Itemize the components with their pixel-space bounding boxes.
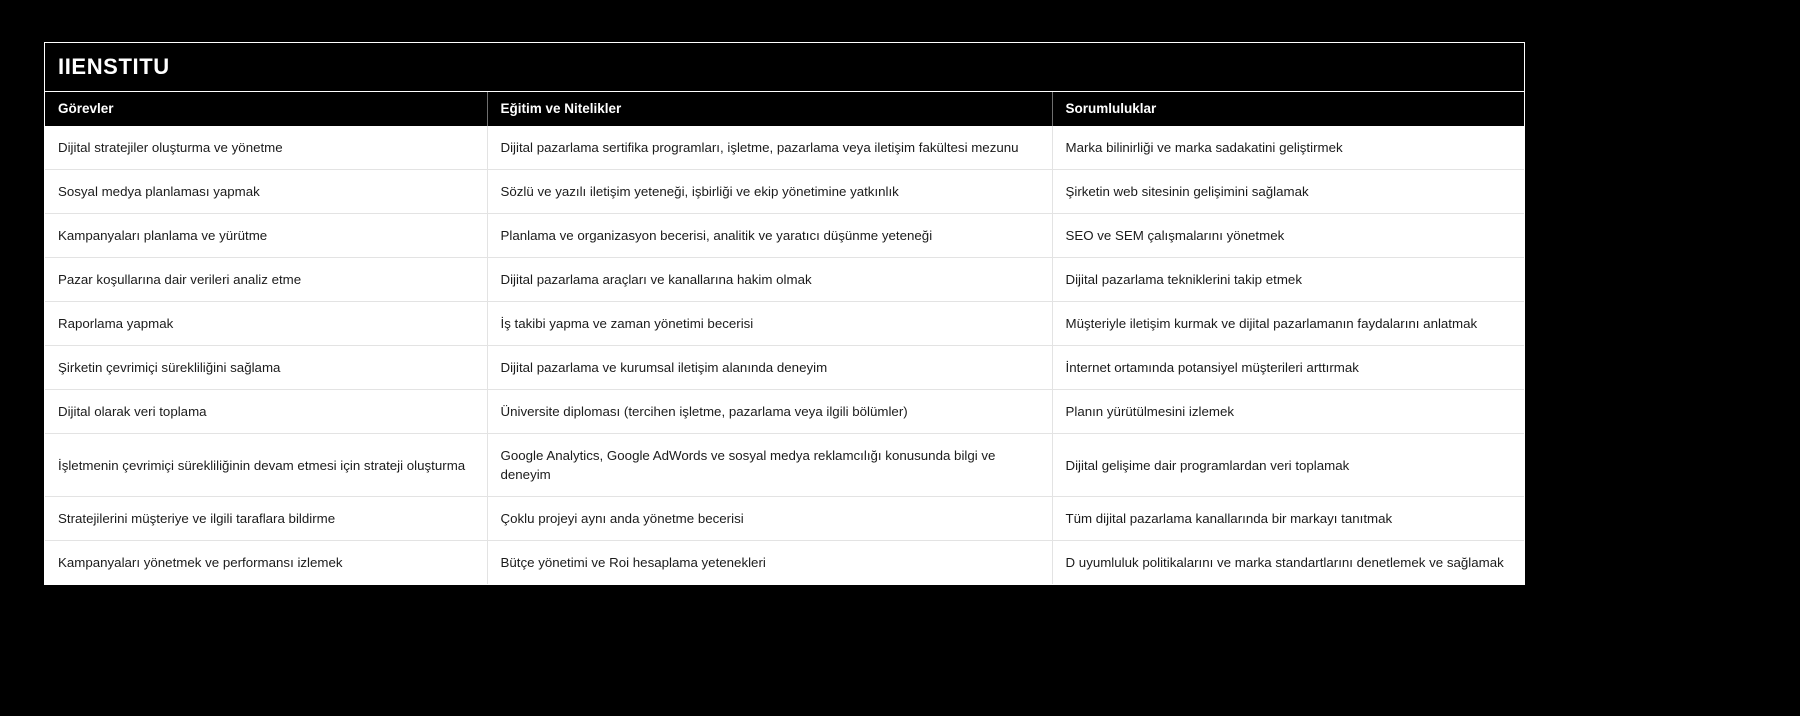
cell-sorumluluk: Dijital gelişime dair programlardan veri toplamak [1052,434,1524,497]
cell-gorev: Stratejilerini müşteriye ve ilgili taraflara bildirme [45,497,487,541]
cell-gorev: Kampanyaları yönetmek ve performansı izlemek [45,541,487,585]
cell-sorumluluk: Dijital pazarlama tekniklerini takip etmek [1052,258,1524,302]
table-body [45,126,1524,584]
brand-bar [45,43,1524,92]
table-row [45,214,1524,258]
table-row [45,346,1524,390]
column-header-gorevler: Görevler [45,92,487,126]
cell-gorev: Dijital stratejiler oluşturma ve yönetme [45,126,487,170]
cell-sorumluluk: Şirketin web sitesinin gelişimini sağlamak [1052,170,1524,214]
table-row [45,541,1524,585]
cell-egitim: İş takibi yapma ve zaman yönetimi becerisi [487,302,1052,346]
cell-sorumluluk: Planın yürütülmesini izlemek [1052,390,1524,434]
table-row [45,434,1524,497]
cell-egitim: Üniversite diploması (tercihen işletme, pazarlama veya ilgili bölümler) [487,390,1052,434]
cell-egitim: Bütçe yönetimi ve Roi hesaplama yetenekleri [487,541,1052,585]
table-row [45,258,1524,302]
cell-egitim: Planlama ve organizasyon becerisi, analitik ve yaratıcı düşünme yeteneği [487,214,1052,258]
cell-gorev: Sosyal medya planlaması yapmak [45,170,487,214]
table-row [45,497,1524,541]
cell-sorumluluk: Müşteriyle iletişim kurmak ve dijital pazarlamanın faydalarını anlatmak [1052,302,1524,346]
cell-egitim: Google Analytics, Google AdWords ve sosyal medya reklamcılığı konusunda bilgi ve deneyim [487,434,1052,497]
cell-egitim: Çoklu projeyi aynı anda yönetme becerisi [487,497,1052,541]
cell-sorumluluk: Tüm dijital pazarlama kanallarında bir markayı tanıtmak [1052,497,1524,541]
cell-gorev: Raporlama yapmak [45,302,487,346]
column-header-sorumluluklar: Sorumluluklar [1052,92,1524,126]
column-header-egitim-ve-nitelikler: Eğitim ve Nitelikler [487,92,1052,126]
cell-gorev: Dijital olarak veri toplama [45,390,487,434]
cell-gorev: Şirketin çevrimiçi sürekliliğini sağlama [45,346,487,390]
table-header-row [45,92,1524,126]
cell-egitim: Dijital pazarlama ve kurumsal iletişim alanında deneyim [487,346,1052,390]
cell-sorumluluk: SEO ve SEM çalışmalarını yönetmek [1052,214,1524,258]
table-header [45,92,1524,126]
table-row [45,170,1524,214]
job-description-table [45,92,1524,584]
cell-egitim: Sözlü ve yazılı iletişim yeteneği, işbirliği ve ekip yönetimine yatkınlık [487,170,1052,214]
cell-gorev: Kampanyaları planlama ve yürütme [45,214,487,258]
cell-egitim: Dijital pazarlama sertifika programları, işletme, pazarlama veya iletişim fakültesi mezunu [487,126,1052,170]
table-row [45,302,1524,346]
table-row [45,390,1524,434]
job-description-table-card [44,42,1525,585]
cell-sorumluluk: Marka bilinirliği ve marka sadakatini geliştirmek [1052,126,1524,170]
table-row [45,126,1524,170]
cell-sorumluluk: D uyumluluk politikalarını ve marka standartlarını denetlemek ve sağlamak [1052,541,1524,585]
cell-gorev: Pazar koşullarına dair verileri analiz etme [45,258,487,302]
cell-gorev: İşletmenin çevrimiçi sürekliliğinin devam etmesi için strateji oluşturma [45,434,487,497]
cell-egitim: Dijital pazarlama araçları ve kanallarına hakim olmak [487,258,1052,302]
brand-title: IIENSTITU [58,54,170,79]
cell-sorumluluk: İnternet ortamında potansiyel müşterileri arttırmak [1052,346,1524,390]
